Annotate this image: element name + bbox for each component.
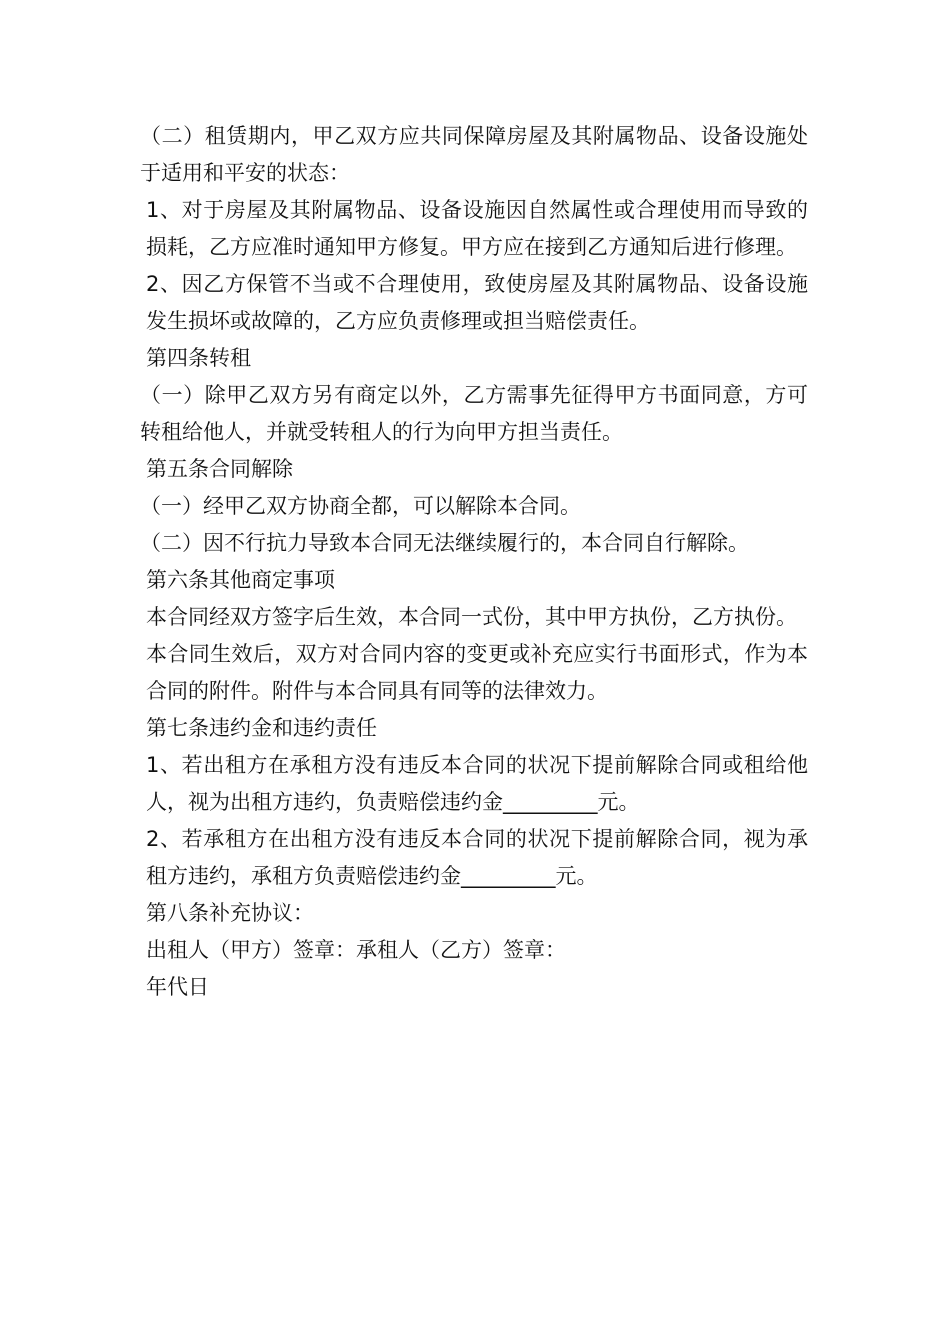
- article-8-heading: 第八条补充协议：: [146, 901, 314, 925]
- article-7-heading: 第七条违约金和违约责任: [146, 716, 377, 740]
- clause-5-2: （二）因不行抗力导致本合同无法继续履行的，本合同自行解除。: [140, 531, 749, 555]
- date-line: 年代日: [146, 975, 209, 999]
- clause-3-2-item-2: 2、因乙方保管不当或不合理使用，致使房屋及其附属物品、设备设施发生损坏或故障的，乙方应负责修理或担当赔偿责任。: [146, 272, 808, 333]
- clause-3-2-intro: （二）租赁期内，甲乙双方应共同保障房屋及其附属物品、设备设施处于适用和平安的状态：: [140, 124, 808, 185]
- clause-3-2-item-1: 1、对于房屋及其附属物品、设备设施因自然属性或合理使用而导致的损耗，乙方应准时通知甲方修复。甲方应在接到乙方通知后进行修理。: [146, 198, 808, 259]
- clause-6-copies: 本合同经双方签字后生效，本合同一式份，其中甲方执份，乙方执份。: [146, 605, 797, 629]
- article-6-heading: 第六条其他商定事项: [146, 568, 335, 592]
- clause-7-item-1: 1、若出租方在承租方没有违反本合同的状况下提前解除合同或租给他人，视为出租方违约，负责赔偿违约金_________元。: [146, 753, 808, 814]
- clause-6-amendments: 本合同生效后，双方对合同内容的变更或补充应实行书面形式，作为本合同的附件。附件与本合同具有同等的法律效力。: [146, 642, 808, 703]
- clause-7-item-2: 2、若承租方在出租方没有违反本合同的状况下提前解除合同，视为承租方违约，承租方负责赔偿违约金_________元。: [146, 827, 808, 888]
- document-body: [140, 118, 808, 1006]
- signature-line: 出租人（甲方）签章：承租人（乙方）签章：: [146, 938, 566, 962]
- article-5-heading: 第五条合同解除: [146, 457, 293, 481]
- article-4-heading: 第四条转租: [146, 346, 251, 370]
- clause-4-1: （一）除甲乙双方另有商定以外，乙方需事先征得甲方书面同意，方可转租给他人，并就受转租人的行为向甲方担当责任。: [140, 383, 808, 444]
- clause-5-1: （一）经甲乙双方协商全都，可以解除本合同。: [140, 494, 581, 518]
